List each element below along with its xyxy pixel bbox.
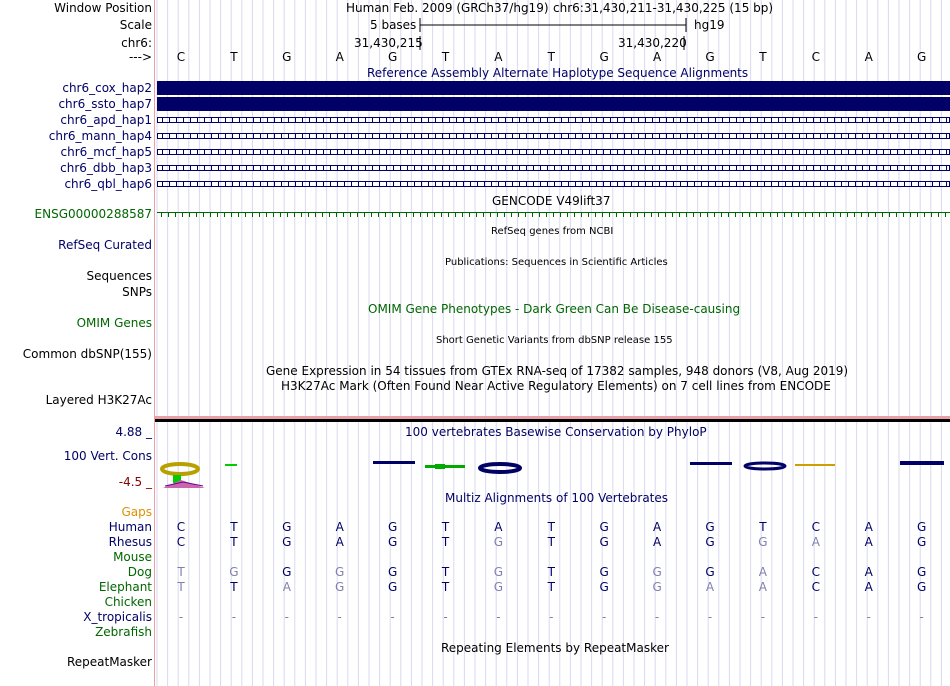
species-base: G bbox=[916, 535, 927, 549]
coord-left: 31,430,215 bbox=[354, 36, 423, 50]
phylop-logo bbox=[155, 458, 950, 490]
species-base: G bbox=[705, 565, 715, 579]
species-base: T bbox=[547, 580, 555, 594]
db-text: hg19 bbox=[694, 18, 725, 32]
ref-base: G bbox=[387, 50, 398, 64]
gtex-title[interactable]: Gene Expression in 54 tissues from GTEx RNA-seq of 17382 samples, 948 donors (V8, Aug 2019) bbox=[266, 364, 849, 378]
position-text: chr6:31,430,211-31,430,225 (15 bp) bbox=[553, 1, 774, 15]
refseq-label[interactable]: RefSeq Curated bbox=[58, 238, 152, 252]
species-base: C bbox=[811, 580, 820, 594]
alt-haplo-label[interactable]: chr6_apd_hap1 bbox=[60, 113, 152, 127]
species-base: A bbox=[282, 580, 291, 594]
species-base: A bbox=[864, 535, 873, 549]
species-base: C bbox=[811, 520, 820, 534]
ref-base: C bbox=[176, 50, 186, 64]
species-base: - bbox=[866, 610, 871, 624]
species-base: G bbox=[493, 535, 504, 549]
species-base: G bbox=[229, 565, 239, 579]
species-base: A bbox=[335, 520, 344, 534]
species-base: C bbox=[176, 535, 186, 549]
species-label[interactable]: Mouse bbox=[113, 550, 152, 564]
alt-haplo-label[interactable]: chr6_dbb_hap3 bbox=[60, 161, 152, 175]
ref-base: T bbox=[759, 50, 767, 64]
species-base: - bbox=[602, 610, 607, 624]
alt-haplo-label[interactable]: chr6_cox_hap2 bbox=[62, 81, 152, 95]
species-base: T bbox=[177, 580, 185, 594]
species-base: G bbox=[335, 565, 345, 579]
species-base: T bbox=[230, 580, 238, 594]
alt-haplo-feature[interactable] bbox=[157, 133, 950, 139]
assembly-text: Human Feb. 2009 (GRCh37/hg19) bbox=[346, 1, 549, 15]
species-base: T bbox=[547, 565, 555, 579]
species-base: T bbox=[441, 565, 450, 579]
scale-text: 5 bases bbox=[370, 18, 417, 32]
species-base: G bbox=[652, 565, 662, 579]
species-base: T bbox=[177, 565, 185, 579]
chrom-label: chr6: bbox=[121, 36, 152, 50]
alt-haplo-label[interactable]: chr6_mcf_hap5 bbox=[60, 145, 152, 159]
alt-haplo-label[interactable]: chr6_qbl_hap6 bbox=[64, 177, 152, 191]
species-base: G bbox=[493, 580, 504, 594]
species-base: A bbox=[652, 520, 662, 534]
alt-haplo-feature[interactable] bbox=[157, 81, 950, 95]
species-label[interactable]: Elephant bbox=[98, 580, 152, 594]
ref-base: A bbox=[494, 50, 503, 64]
species-base: - bbox=[231, 610, 237, 624]
ref-base: A bbox=[652, 50, 662, 64]
gencode-gene-label[interactable]: ENSG00000288587 bbox=[34, 207, 152, 221]
strand-label: ---> bbox=[128, 50, 152, 64]
species-base: G bbox=[493, 565, 504, 579]
species-base: T bbox=[441, 535, 450, 549]
species-base: A bbox=[652, 535, 662, 549]
ref-base: T bbox=[230, 50, 238, 64]
species-base: T bbox=[230, 520, 238, 534]
ref-base: C bbox=[811, 50, 820, 64]
omim-title[interactable]: OMIM Gene Phenotypes - Dark Green Can Be Disease-causing bbox=[368, 302, 741, 316]
ref-base: G bbox=[599, 50, 609, 64]
species-base: - bbox=[813, 610, 818, 624]
species-base: C bbox=[811, 565, 820, 579]
species-base: G bbox=[387, 565, 398, 579]
species-base: G bbox=[758, 535, 768, 549]
species-base: G bbox=[387, 580, 398, 594]
ref-base: G bbox=[282, 50, 292, 64]
species-base: T bbox=[547, 535, 555, 549]
alt-haplo-label[interactable]: chr6_mann_hap4 bbox=[48, 129, 152, 143]
species-label[interactable]: Chicken bbox=[104, 595, 152, 609]
alt-haplo-feature[interactable] bbox=[157, 149, 950, 155]
phylop-title[interactable]: 100 vertebrates Basewise Conservation by PhyloP bbox=[405, 425, 707, 439]
species-base: G bbox=[599, 520, 609, 534]
scale-label: Scale bbox=[119, 18, 152, 32]
species-base: G bbox=[916, 565, 927, 579]
refseq-title[interactable]: RefSeq genes from NCBI bbox=[491, 226, 614, 237]
species-base: G bbox=[599, 580, 609, 594]
ref-base: G bbox=[705, 50, 715, 64]
species-base: T bbox=[441, 520, 450, 534]
species-base: G bbox=[705, 520, 715, 534]
species-base: - bbox=[443, 610, 448, 624]
multiz-title[interactable]: Multiz Alignments of 100 Vertebrates bbox=[445, 491, 669, 505]
species-base: A bbox=[758, 565, 767, 579]
coord-right: 31,430,220 bbox=[618, 36, 687, 50]
species-base: C bbox=[176, 520, 186, 534]
species-base: T bbox=[759, 520, 767, 534]
alt-haplo-feature[interactable] bbox=[157, 117, 950, 123]
species-base: - bbox=[707, 610, 713, 624]
alt-haplo-title[interactable]: Reference Assembly Alternate Haplotype Sequence Alignments bbox=[367, 66, 749, 80]
omim-label[interactable]: OMIM Genes bbox=[76, 316, 152, 330]
ref-base: A bbox=[335, 50, 344, 64]
species-label[interactable]: Rhesus bbox=[108, 535, 152, 549]
species-base: - bbox=[654, 610, 660, 624]
species-base: G bbox=[652, 580, 662, 594]
species-base: G bbox=[282, 535, 292, 549]
species-base: A bbox=[335, 535, 344, 549]
species-base: - bbox=[760, 610, 766, 624]
dbsnp-title[interactable]: Short Genetic Variants from dbSNP release 155 bbox=[436, 335, 673, 346]
alt-haplo-label[interactable]: chr6_ssto_hap7 bbox=[58, 97, 152, 111]
species-base: G bbox=[705, 535, 715, 549]
h3k27-signal-dark bbox=[155, 419, 950, 422]
gencode-title[interactable]: GENCODE V49lift37 bbox=[492, 194, 611, 208]
species-label[interactable]: X_tropicalis bbox=[83, 610, 152, 624]
label-divider bbox=[154, 0, 155, 686]
species-base: G bbox=[387, 535, 398, 549]
gencode-gene-feature[interactable] bbox=[157, 212, 950, 217]
species-base: G bbox=[335, 580, 345, 594]
window-position-label: Window Position bbox=[54, 1, 152, 15]
ref-base: T bbox=[547, 50, 555, 64]
species-base: G bbox=[387, 520, 398, 534]
species-base: - bbox=[390, 610, 395, 624]
species-base: G bbox=[282, 565, 292, 579]
species-base: A bbox=[758, 580, 767, 594]
species-base: - bbox=[337, 610, 342, 624]
species-base: G bbox=[282, 520, 292, 534]
species-base: - bbox=[178, 610, 184, 624]
species-base: T bbox=[441, 580, 450, 594]
species-base: A bbox=[864, 520, 873, 534]
species-base: A bbox=[705, 580, 715, 594]
snps-label[interactable]: SNPs bbox=[122, 285, 152, 299]
phylop-max: 4.88 _ bbox=[115, 425, 152, 439]
alt-haplo-feature[interactable] bbox=[157, 181, 950, 187]
dbsnp-label[interactable]: Common dbSNP(155) bbox=[22, 347, 152, 361]
h3k27-title[interactable]: H3K27Ac Mark (Often Found Near Active Regulatory Elements) on 7 cell lines from ENCODE bbox=[281, 379, 831, 393]
ref-base: A bbox=[864, 50, 873, 64]
species-base: G bbox=[599, 565, 609, 579]
species-base: G bbox=[916, 520, 927, 534]
repeat-label[interactable]: RepeatMasker bbox=[66, 655, 152, 669]
species-label[interactable]: Human bbox=[108, 520, 152, 534]
pubs-title[interactable]: Publications: Sequences in Scientific Articles bbox=[445, 257, 668, 268]
species-base: A bbox=[811, 535, 820, 549]
alt-haplo-feature[interactable] bbox=[157, 165, 950, 171]
species-label[interactable]: Zebrafish bbox=[95, 625, 152, 639]
ref-base: G bbox=[916, 50, 927, 64]
species-base: - bbox=[284, 610, 289, 624]
phylop-label[interactable]: 100 Vert. Cons bbox=[63, 449, 152, 463]
pubs-label[interactable]: Sequences bbox=[86, 269, 152, 283]
species-base: A bbox=[864, 580, 873, 594]
species-base: T bbox=[230, 535, 238, 549]
species-base: T bbox=[547, 520, 555, 534]
species-base: G bbox=[916, 580, 927, 594]
species-label[interactable]: Dog bbox=[127, 565, 152, 579]
h3k27-label[interactable]: Layered H3K27Ac bbox=[45, 393, 152, 407]
species-base: A bbox=[494, 520, 503, 534]
ref-base: T bbox=[441, 50, 450, 64]
species-base: A bbox=[864, 565, 873, 579]
species-base: G bbox=[599, 535, 609, 549]
species-base: - bbox=[919, 610, 924, 624]
phylop-min: -4.5 _ bbox=[118, 475, 152, 489]
repeat-title[interactable]: Repeating Elements by RepeatMasker bbox=[441, 641, 669, 655]
species-base: - bbox=[549, 610, 554, 624]
species-base: - bbox=[496, 610, 501, 624]
gaps-label[interactable]: Gaps bbox=[121, 505, 152, 519]
alt-haplo-feature[interactable] bbox=[157, 97, 950, 111]
